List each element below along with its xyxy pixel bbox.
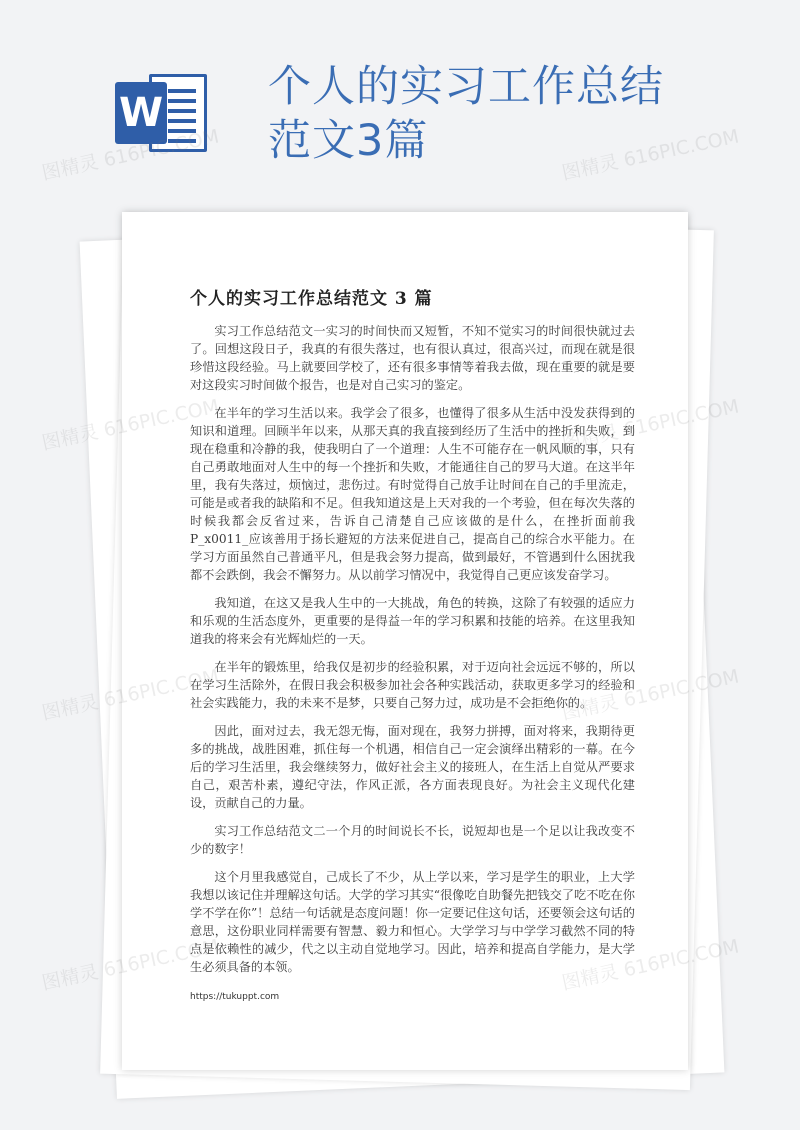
document-page (122, 212, 688, 1070)
watermark: 图精灵 (39, 691, 101, 725)
paragraph: 在半年的锻炼里，给我仅是初步的经验积累，对于迈向社会远远不够的，所以在学习生活除外，在假日我会积极参加社会各种实践活动，获取更多学习的经验和社会实践能力，我的未来不是梦，只要自己努力过，成功是不会拒绝你的。 (190, 660, 635, 710)
header (0, 0, 800, 200)
document-body (190, 322, 635, 986)
paragraph: 在半年的学习生活以来。我学会了很多，也懂得了很多从生活中没发获得到的知识和道理。回顾半年以来，从那天真的我直接到经历了生活中的挫折和失败，到现在稳重和冷静的我，使我明白了一个道理：人生不可能存在一帆风顺的事，只有自己勇敢地面对人生中的每一个挫折和失败，才能通往自己的罗马大道。在这半年里，我有失落过，烦恼过，悲伤过。有时觉得自己放手让时间在自己的手里流走，可能是或者我的缺陷和不足。但我知道这是上天对我的一个考验，但在每次失落的时候我都会反省过来，告诉自己清楚自己应该做的是什么，在挫折面前我 P_x0011_应该善用于扬长避短的方法来促进自己，提高自己的综合水平能力。在学习方面虽然自己普通平凡，但是我会努力提高，做到最好，不管遇到什么困扰我都不会跌倒，我会不懈努力。从以前学习情况中，我觉得自己更应该发奋学习。 (190, 406, 635, 582)
paragraph: 实习工作总结范文二一个月的时间说长不长，说短却也是一个足以让我改变不少的数字！ (190, 824, 635, 856)
paragraph: 我知道，在这又是我人生中的一大挑战，角色的转换，这除了有较强的适应力和乐观的生活态度外，更重要的是得益一年的学习积累和技能的培养。在这里我知道我的将来会有光辉灿烂的一天。 (190, 596, 635, 646)
watermark: 图精灵 616PIC.COM (559, 125, 741, 185)
footer-url: https://tukuppt.com (190, 992, 280, 1002)
watermark: 图精灵 (39, 961, 101, 995)
document-title: 个人的实习工作总结范文 3 篇 (190, 289, 433, 309)
page-title: 个人的实习工作总结范文3篇 (268, 62, 664, 166)
word-logo-letter: W (115, 82, 167, 144)
paragraph: 这个月里我感觉自，己成长了不少，从上学以来，学习是学生的职业，上大学我想以该记住并理解这句话。大学的学习其实“很像吃自助餐先把钱交了吃不吃在你学不学在你”！总结一句话就是态度问题！你一定要记住这句话，还要领会这句话的意思，这份职业同样需要有智慧、毅力和恒心。大学学习与中学学习截然不同的特点是依赖性的减少，代之以主动自觉地学习。因此，培养和提高自学能力，是大学生必须具备的本领。 (190, 870, 635, 974)
watermark: 图精灵 (39, 421, 101, 455)
watermark: 图精灵 616PIC.COM (39, 125, 221, 185)
paragraph: 实习工作总结范文一实习的时间快而又短暂，不知不觉实习的时间很快就过去了。回想这段日子，我真的有很失落过，也有很认真过，很高兴过，而现在就是很珍惜这段经验。马上就要回学校了，还有很多事情等着我去做，现在重要的就是要对这段实习时间做个报告，也是对自己实习的鉴定。 (190, 324, 635, 392)
word-document-icon (115, 68, 215, 158)
paragraph: 因此，面对过去，我无怨无悔，面对现在，我努力拼搏，面对将来，我期待更多的挑战，战胜困难，抓住每一个机遇，相信自己一定会演绎出精彩的一幕。在今后的学习生活里，我会继续努力，做好社会主义的接班人，在生活上自觉从严要求自己，艰苦朴素，遵纪守法，作风正派，各方面表现良好。为社会主义现代化建设，贡献自己的力量。 (190, 724, 635, 810)
